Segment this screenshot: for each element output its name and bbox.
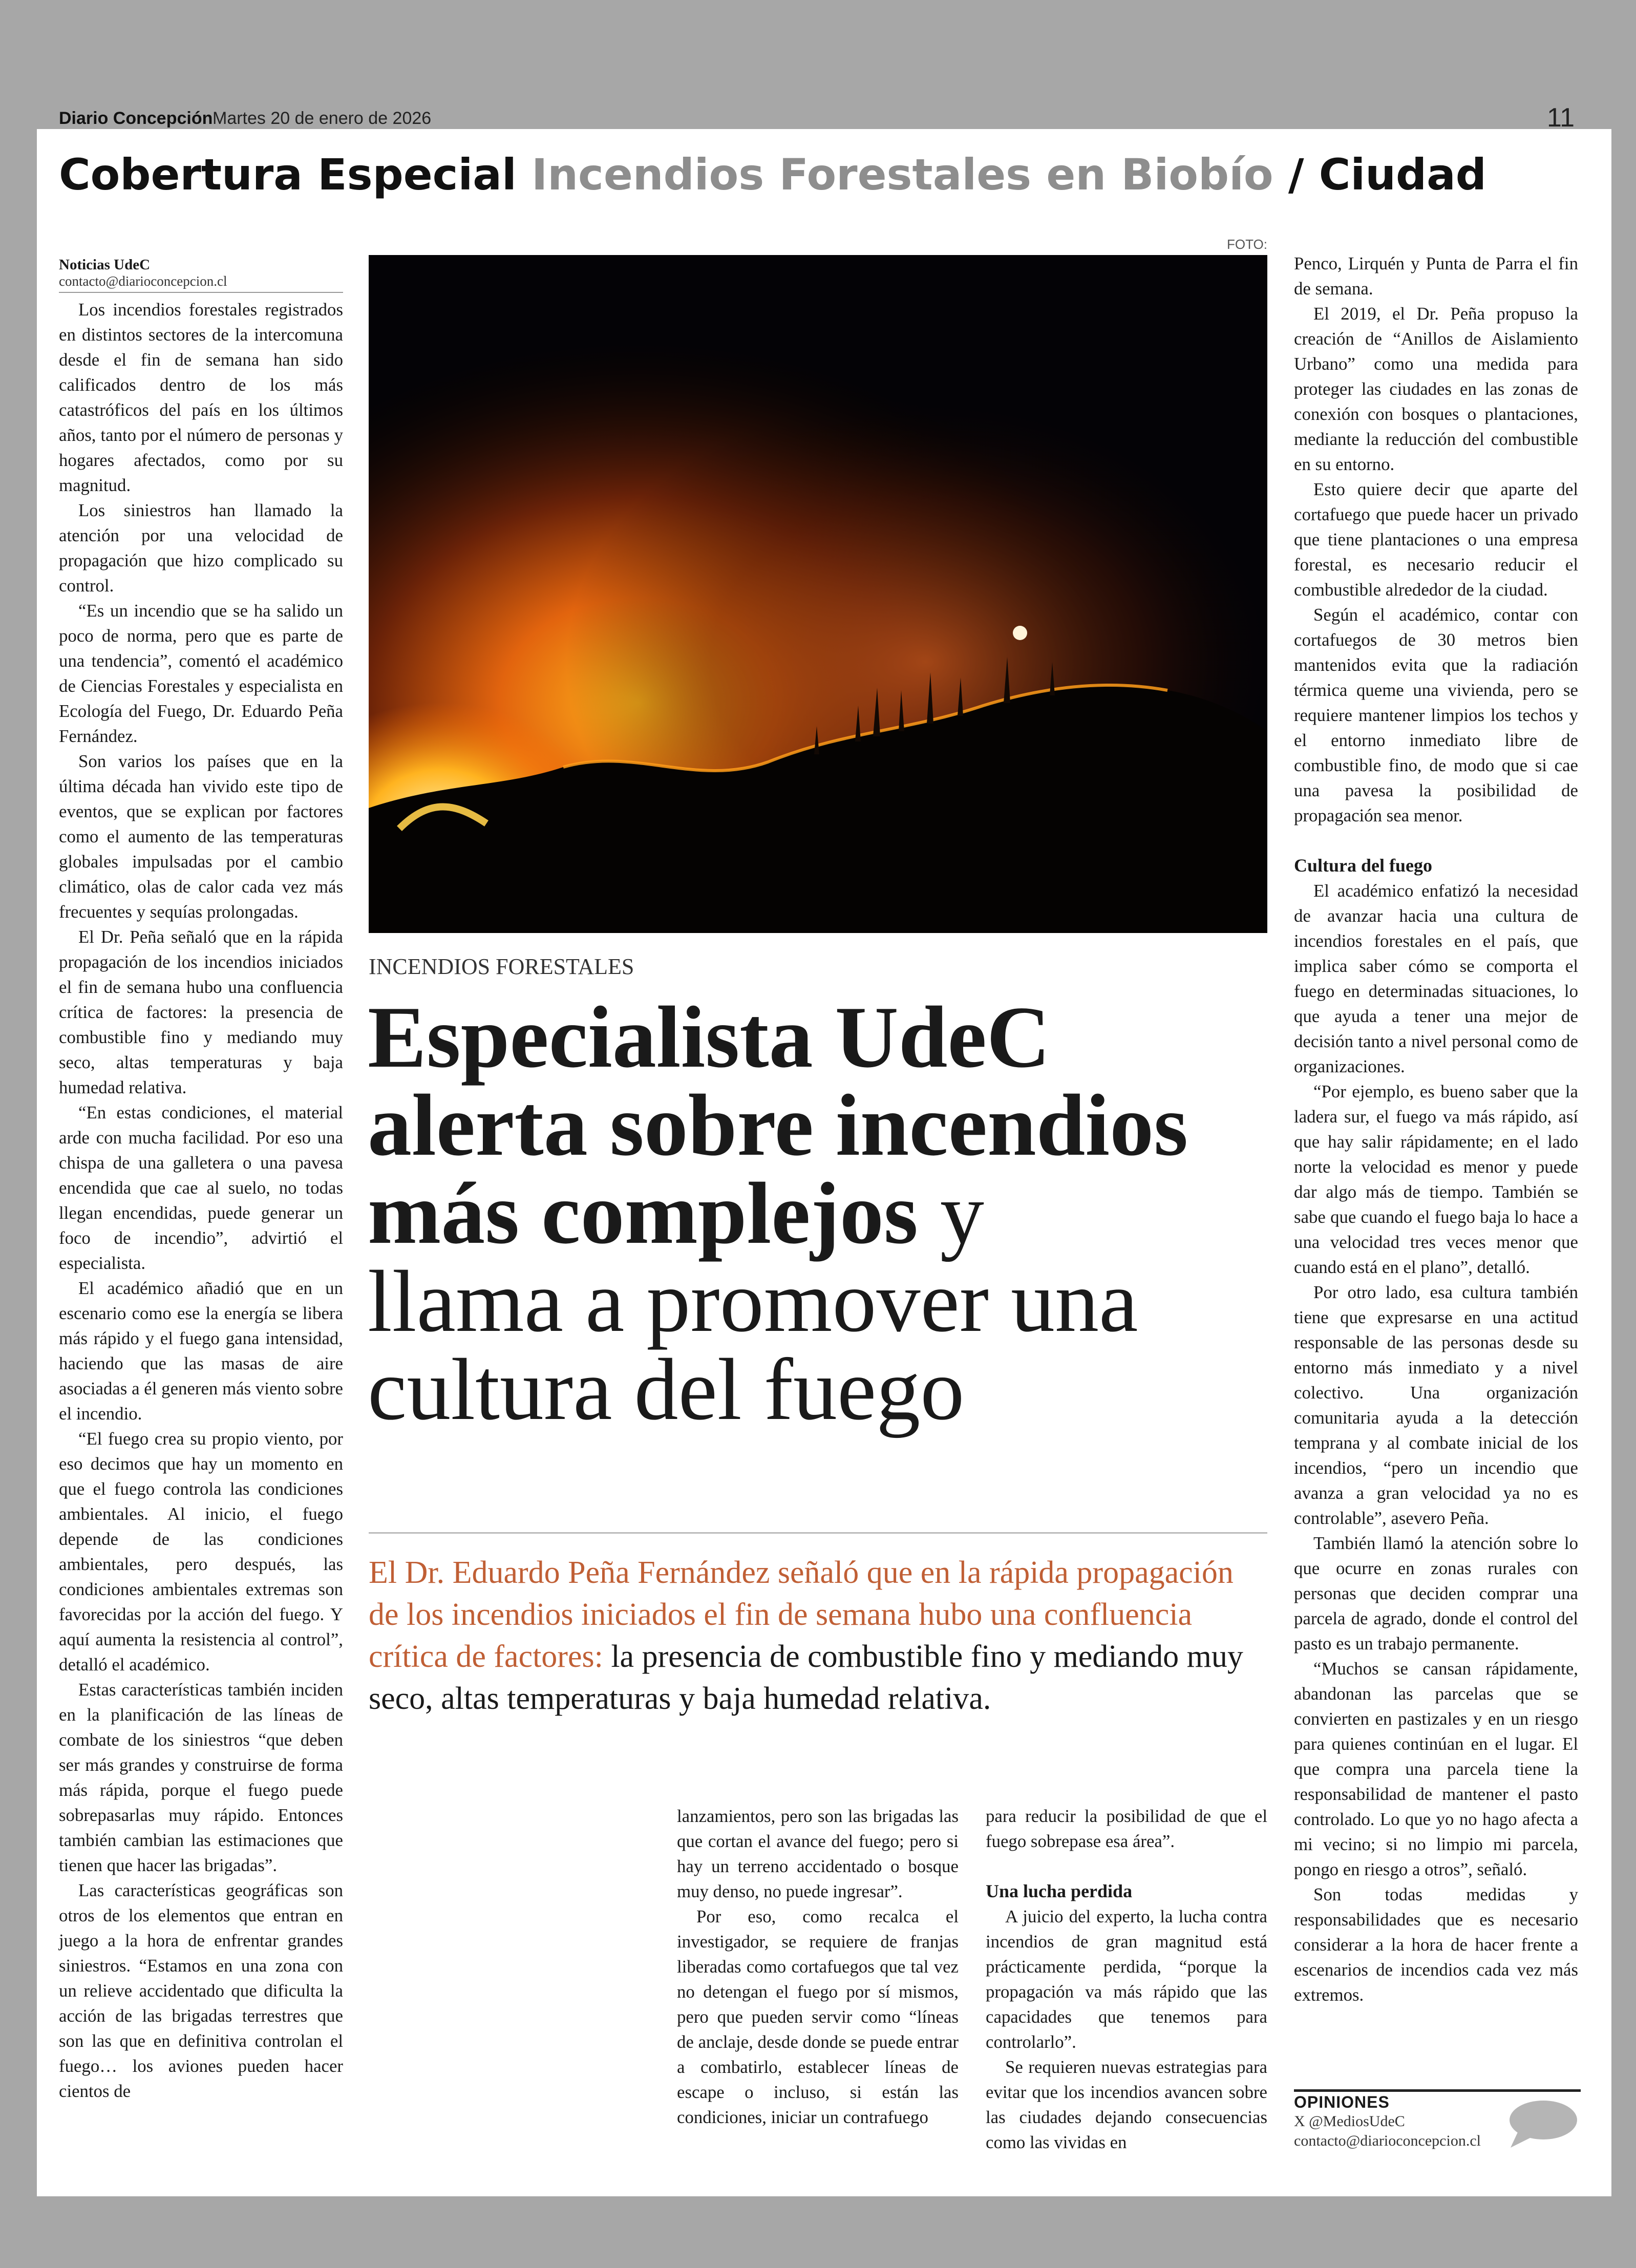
page-header [59, 102, 1575, 133]
byline [59, 256, 343, 293]
section-part-2: Incendios Forestales en Biobío [531, 150, 1273, 200]
paragraph: Se requieren nuevas estrategias para evitar que los incendios avancen sobre las ciudades dejando consecuencias como las vividas en [986, 2057, 1267, 2152]
paragraph: Son todas medidas y responsabilidades que es necesario considerar a la hora de hacer frente a escenarios de incendios cada vez más extremos. [1294, 1884, 1578, 2005]
paragraph: Las características geográficas son otros de los elementos que entran en juego a la hora de enfrentar grandes siniestros. “Estamos en una zona con un relieve accidentado que dificulta la acción de las brigadas terrestres que son las que en definitiva controlan el fuego… los aviones pueden hacer cientos de [59, 1880, 343, 2101]
moon [1013, 626, 1027, 640]
article-column-1 [59, 297, 343, 2104]
paragraph: Estas características también inciden en la planificación de las líneas de combate de los siniestros “que deben ser más grandes y construirse de forma más rápida, porque el fuego puede sobrepasarlas muy rápido. Entonces también cambian las estimaciones que tienen que hacer las brigadas”. [59, 1680, 343, 1875]
issue-date: Martes 20 de enero de 2026 [213, 109, 432, 128]
paragraph: El académico enfatizó la necesidad de avanzar hacia una cultura de incendios forestales en el país, que implica saber cómo se comporta el fuego en determinadas situaciones, lo que ayuda a tener una mejor de decisión tanto a nivel personal como de organizaciones. [1294, 881, 1578, 1076]
deck [369, 1552, 1270, 1720]
paragraph: “El fuego crea su propio viento, por eso decimos que hay un momento en que el fuego controla las condiciones ambientales. Al inicio, el fuego depende de las condiciones ambientales, pero después, las condiciones ambientales extremas son favorecidas por la acción del fuego. Y aquí aumenta la resistencia al control”, detalló el académico. [59, 1429, 343, 1674]
headline-line-5: cultura del fuego [368, 1341, 965, 1438]
headline-divider [369, 1532, 1267, 1534]
section-part-1: Cobertura Especial [59, 150, 517, 200]
paragraph: Penco, Lirquén y Punta de Parra el fin de semana. [1294, 253, 1578, 299]
section-part-3: / Ciudad [1288, 150, 1486, 200]
paper-name: Diario Concepción [59, 109, 213, 128]
wildfire-photo [369, 255, 1267, 933]
opinions-email[interactable]: contacto@diarioconcepcion.cl [1294, 2132, 1481, 2149]
opinions-title: OPINIONES [1294, 2093, 1390, 2111]
paragraph: “En estas condiciones, el material arde con mucha facilidad. Por eso una chispa de una galletera o una pavesa encendida que cae al suelo, no todas llegan encendidas, puede generar un foco de incendio”, advirtió el especialista. [59, 1103, 343, 1273]
paragraph: Por otro lado, esa cultura también tiene que expresarse en una actitud responsable de las personas desde su entorno más inmediato y a nivel colectivo. Una organización comunitaria ayuda a la detección temprana y al combate inicial de los incendios, “pero un incendio que avanza a gran velocidad ya no es controlable”, asevero Peña. [1294, 1282, 1578, 1528]
paragraph: Por eso, como recalca el investigador, se requiere de franjas liberadas como cortafuegos que tal vez no detengan el fuego por sí mismos, pero que pueden servir como “líneas de anclaje, desde donde se puede entrar a combatirlo, establecer líneas de escape o incluso, si están las condiciones, iniciar un contrafuego [677, 1906, 959, 2127]
speech-bubble-icon [1506, 2099, 1578, 2150]
headline-line-1: Especialista UdeC [368, 989, 1050, 1086]
headline-line-4: llama a promover una [368, 1253, 1138, 1350]
photo-credit: FOTO: [1227, 237, 1267, 252]
paragraph: También llamó la atención sobre lo que ocurre en zonas rurales con personas que deciden comprar una parcela de agrado, donde el control del pasto es un trabajo permanente. [1294, 1533, 1578, 1654]
headline-line-3-bold: más complejos [368, 1165, 918, 1262]
paragraph: Los siniestros han llamado la atención por una velocidad de propagación que hizo complicado su control. [59, 500, 343, 596]
subhead-una-lucha-perdida: Una lucha perdida [986, 1881, 1133, 1901]
paragraph: “Por ejemplo, es bueno saber que la ladera sur, el fuego va más rápido, así que hay salir rápidamente; en el lado norte la velocidad es menor y puede dar algo más de tiempo. También se sabe que cuando el fuego baja lo hace a una velocidad tres veces menor que cuando está en el plano”, detalló. [1294, 1082, 1578, 1277]
paragraph: “Muchos se cansan rápidamente, abandonan las parcelas que se convierten en pastizales y en un riesgo para quienes continúan en el lugar. El que compra una parcela tiene la responsabilidad de mantener el pasto controlado. Lo que yo no hago afecta a mi vecino; si no limpio mi parcela, pongo en riesgo a otros”, señaló. [1294, 1659, 1578, 1879]
deck-rest: la presencia de combustible fino y mediando muy seco, altas temperaturas y baja humedad relativa. [369, 1639, 1243, 1716]
paragraph: El 2019, el Dr. Peña propuso la creación de “Anillos de Aislamiento Urbano” como una medida para proteger las ciudades en las zonas de conexión con bosques o plantaciones, mediante la reducción del combustible en su entorno. [1294, 304, 1578, 474]
paragraph: El académico añadió que en un escenario como ese la energía se libera más rápido y el fuego gana intensidad, haciendo que las masas de aire asociadas a él generen más viento sobre el incendio. [59, 1278, 343, 1424]
paragraph: lanzamientos, pero son las brigadas las que cortan el avance del fuego; pero si hay un terreno accidentado o bosque muy denso, no puede ingresar”. [677, 1806, 959, 1901]
byline-name: Noticias UdeC [59, 257, 151, 273]
subhead-cultura-del-fuego: Cultura del fuego [1294, 855, 1432, 876]
headline-line-3-light: y [918, 1165, 984, 1262]
paragraph: “Es un incendio que se ha salido un poco de norma, pero que es parte de una tendencia”, comentó el académico de Ciencias Forestales y especialista en Ecología del Fuego, Dr. Eduardo Peña Fernández. [59, 601, 343, 746]
paragraph: A juicio del experto, la lucha contra incendios de gran magnitud está prácticamente perdida, “porque la propagación va más rápido que las capacidades que tenemos para controlarlo”. [986, 1906, 1267, 2052]
paragraph: El Dr. Peña señaló que en la rápida propagación de los incendios iniciados el fin de semana hubo una confluencia crítica de factores: la presencia de combustible fino y mediando muy seco, altas temperaturas y baja humedad relativa. [59, 927, 343, 1097]
page-number: 11 [1547, 103, 1575, 133]
kicker: INCENDIOS FORESTALES [369, 954, 634, 979]
opinions-handle[interactable]: X @MediosUdeC [1294, 2113, 1405, 2130]
article-column-4 [1294, 251, 1578, 2007]
paragraph: Los incendios forestales registrados en distintos sectores de la intercomuna desde el fin de semana han sido calificados dentro de los más catastróficos del país en los últimos años, tanto por el número de personas y hogares afectados, como por su magnitud. [59, 300, 343, 495]
article-column-3 [986, 1804, 1267, 2155]
headline-line-3 [368, 1165, 1274, 1262]
paragraph: Son varios los países que en la última década han vivido este tipo de eventos, que se explican por factores como el aumento de las temperaturas globales impulsadas por el cambio climático, olas de calor cada vez más frecuentes y sequías prolongadas. [59, 751, 343, 922]
opinions-divider [1294, 2089, 1581, 2092]
headline [368, 989, 1274, 1438]
paragraph: para reducir la posibilidad de que el fuego sobrepase esa área”. [986, 1806, 1267, 1851]
section-title [59, 150, 1486, 200]
paragraph: Según el académico, contar con cortafuegos de 30 metros bien mantenidos evita que la radiación térmica queme una vivienda, pero se requiere mantener limpios los techos y el entorno inmediato libre de combustible fino, de modo que si cae una pavesa la posibilidad de propagación sea menor. [1294, 605, 1578, 825]
article-column-2 [677, 1804, 959, 2130]
headline-line-2: alerta sobre incendios [368, 1077, 1188, 1174]
deck-highlight: El Dr. Eduardo Peña Fernández señaló que en la rápida propagación de los incendios iniciados el fin de semana hubo una confluencia crítica de factores: [369, 1555, 1234, 1674]
paragraph: Esto quiere decir que aparte del cortafuego que puede hacer un privado que tiene plantaciones o una empresa forestal, es necesario reducir el combustible alrededor de la ciudad. [1294, 479, 1578, 600]
byline-email: contacto@diarioconcepcion.cl [59, 273, 227, 289]
